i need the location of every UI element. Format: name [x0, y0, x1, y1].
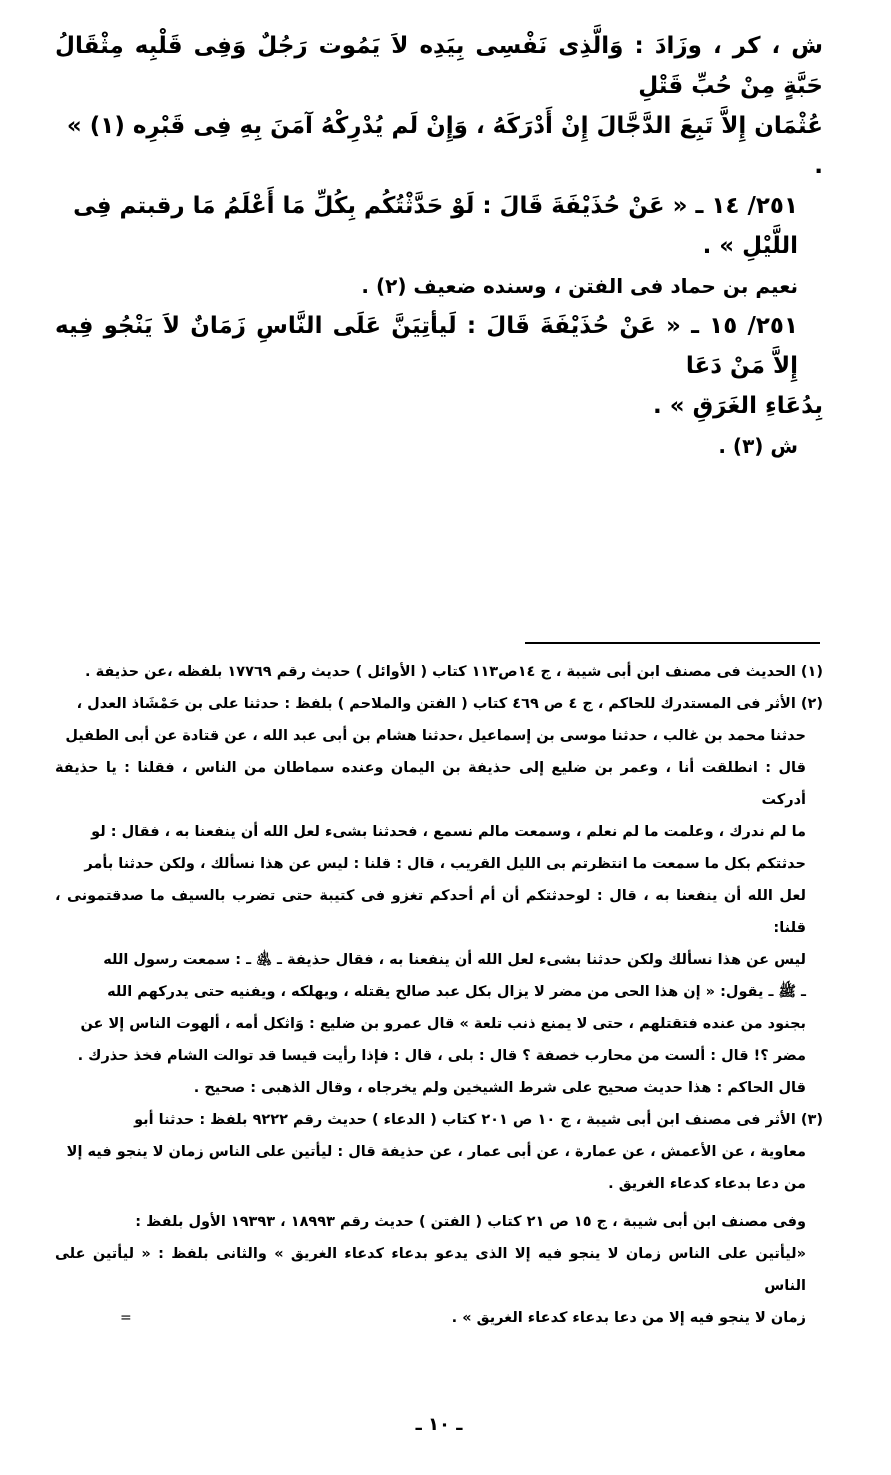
main-text-line: ش ، كر ، وزَادَ : وَالَّذِى نَفْسِى بِيَدِه لاَ يَمُوت رَجُلٌ وَفِى قَلْبِه مِثْقَالُ حَبَّةٍ مِنْ حُبِّ قَتْلِ: [55, 33, 823, 99]
source-note: ش (٣) .: [718, 434, 798, 458]
hadith-14: ٢٥١/ ١٤ ـ « عَنْ حُذَيْفَةَ قَالَ : لَوْ حَدَّثْتُكُم بِكُلِّ مَا أَعْلَمُ مَا رقبتم فِى اللَّيْلِ » .: [73, 193, 798, 259]
footnote-line: «ليأتين على الناس زمان لا ينجو فيه إلا الذى يدعو بدعاء كدعاء الغريق » والثانى بلفظ : « ليأتين على الناس: [55, 1246, 806, 1294]
footnote-line: قال : انطلقت أنا ، وعمر بن ضليع إلى حذيفة بن اليمان وعنده سماطان من الناس ، فقلنا : يا حذيفة أدركت: [55, 760, 806, 808]
footnote-line: وفى مصنف ابن أبى شيبة ، ج ١٥ ص ٢١ كتاب ( الفتن ) حديث رقم ١٨٩٩٣ ، ١٩٣٩٣ الأول بلفظ :: [135, 1214, 806, 1230]
main-text-line: عُثْمَان إِلاَّ تَبِعَ الدَّجَّالَ إِنْ أَدْرَكَهُ ، وَإِنْ لَم يُدْرِكْهُ آمَنَ بِهِ فِى قَبْرِه (١) » .: [66, 113, 823, 179]
main-text: [55, 26, 823, 466]
footnote-line: حدثنا محمد بن غالب ، حدثنا موسى بن إسماعيل ،حدثنا هشام بن أبى عبد الله ، عن قتادة عن أبى الطفيل: [65, 728, 806, 744]
source-note: نعيم بن حماد فى الفتن ، وسنده ضعيف (٢) .: [361, 274, 798, 298]
footnote-2: (٢) الأثر فى المستدرك للحاكم ، ج ٤ ص ٤٦٩ كتاب ( الفتن والملاحم ) بلفظ : حدثنا على بن حَمْشَاذ العدل ،: [76, 696, 823, 712]
footnote-divider: [525, 642, 820, 644]
footnote-line: ما لم ندرك ، وعلمت ما لم نعلم ، وسمعت مالم نسمع ، فحدثنا بشىء لعل الله أن ينفعنا به ، فقال : لو: [91, 824, 806, 840]
main-text-line: بِدُعَاءِ الغَرَقِ » .: [652, 393, 823, 419]
margin-mark: =: [120, 1310, 132, 1326]
hadith-15: ٢٥١/ ١٥ ـ « عَنْ حُذَيْفَةَ قَالَ : لَيأتِيَنَّ عَلَى النَّاسِ زَمَانٌ لاَ يَنْجُو فِيه إِلاَّ مَنْ دَعَا: [55, 313, 798, 379]
footnote-line: لعل الله أن ينفعنا به ، قال : لوحدثتكم أن أم أحدكم تغزو فى كتيبة حتى تضرب بالسيف ما صدقتمونى ، قلنا:: [55, 888, 806, 936]
footnote-line: بجنود من عنده فتقتلهم ، حتى لا يمنع ذنب تلعة » قال عمرو بن ضليع : وَاثكل أمه ، ألهوت الناس إلا عن: [80, 1016, 806, 1032]
footnote-line: ـ ﷺ ـ يقول: « إن هذا الحى من مضر لا يزال بكل عبد صالح يقتله ، ويهلكه ، ويفنيه حتى يدركهم الله: [107, 984, 806, 1000]
footnote-divider-wrap: [55, 642, 823, 644]
footnote-line: زمان لا ينجو فيه إلا من دعا بدعاء كدعاء الغريق » .: [451, 1310, 806, 1326]
footnote-1: (١) الحديث فى مصنف ابن أبى شيبة ، ج ١٤ص١١٣ كتاب ( الأوائل ) حديث رقم ١٧٧٦٩ بلفظه ،عن حذيفة .: [85, 664, 823, 680]
footnotes: [55, 656, 823, 1334]
footnote-line: حدثتكم بكل ما سمعت ما انتظرتم بى الليل القريب ، قال : قلنا : ليس عن هذا نسألك ، ولكن حدثنا بأمر: [84, 856, 806, 872]
footnote-line: من دعا بدعاء كدعاء الغريق .: [608, 1176, 806, 1192]
footnote-line: مضر ؟! قال : ألست من محارب خصفة ؟ قال : بلى ، قال : فإذا رأيت قيسا قد توالت الشام فخذ حذرك .: [77, 1048, 806, 1064]
footnote-line: ليس عن هذا نسألك ولكن حدثنا بشىء لعل الله أن ينفعنا به ، فقال حذيفة ـ ﵁ ـ : سمعت رسول الله: [103, 952, 806, 968]
footnote-line: قال الحاكم : هذا حديث صحيح على شرط الشيخين ولم يخرجاه ، وقال الذهبى : صحيح .: [193, 1080, 806, 1096]
footnote-last-row: [55, 1302, 823, 1334]
page-number: ـ ١٠ ـ: [415, 1414, 463, 1435]
footnote-line: معاوية ، عن الأعمش ، عن عمارة ، عن أبى عمار ، عن حذيفة قال : ليأتين على الناس زمان لا ينجو فيه إلا: [66, 1144, 806, 1160]
footnote-3: (٣) الأثر فى مصنف ابن أبى شيبة ، ج ١٠ ص ٢٠١ كتاب ( الدعاء ) حديث رقم ٩٢٢٢ بلفظ : حدثنا أبو: [134, 1112, 823, 1128]
